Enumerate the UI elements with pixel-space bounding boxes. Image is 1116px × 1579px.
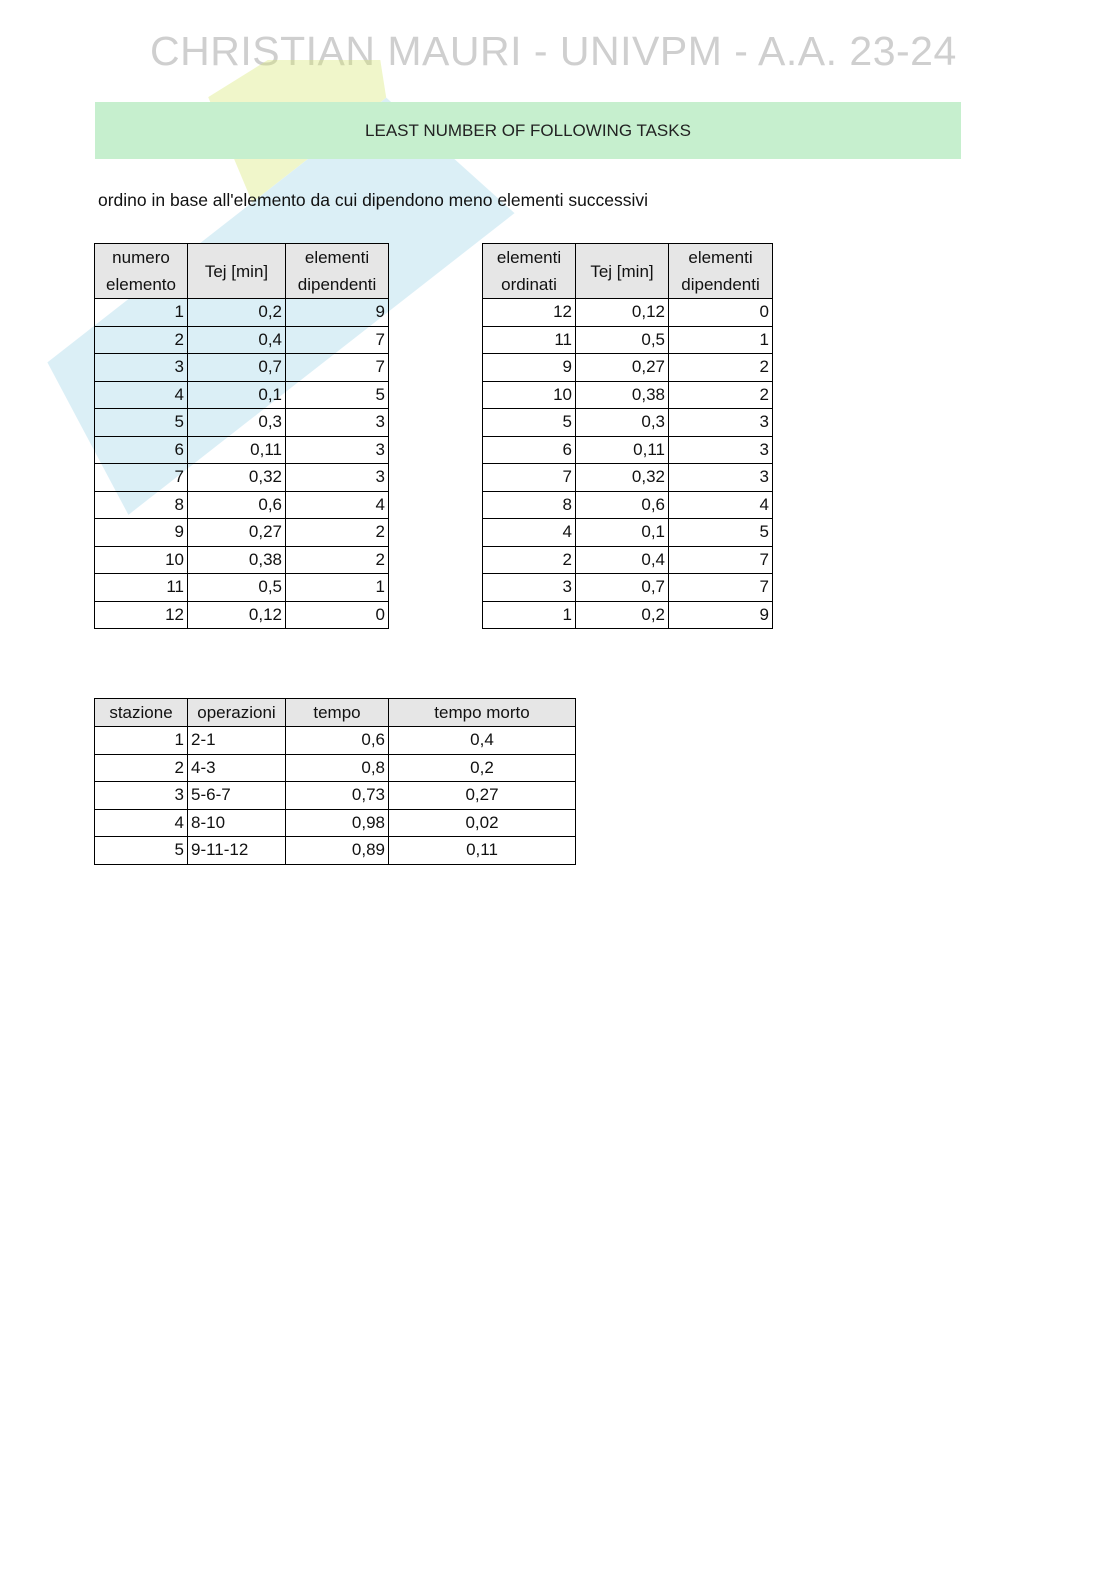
table-cell: 0,27 xyxy=(576,354,669,382)
table-cell: 1 xyxy=(669,326,773,354)
table-cell: 0,98 xyxy=(286,809,389,837)
table-cell: 0,2 xyxy=(576,601,669,629)
table-cell: 8-10 xyxy=(188,809,286,837)
table-cell: 2 xyxy=(286,519,389,547)
table-cell: 0,02 xyxy=(389,809,576,837)
table-cell: 0,6 xyxy=(576,491,669,519)
table-cell: 12 xyxy=(95,601,188,629)
table-row xyxy=(483,546,773,574)
table-cell: 9 xyxy=(286,299,389,327)
table-cell: 0,2 xyxy=(389,754,576,782)
table-row xyxy=(95,464,389,492)
table-cell: 0,5 xyxy=(188,574,286,602)
table-cell: 6 xyxy=(95,436,188,464)
table-row xyxy=(95,436,389,464)
column-header: elementi dipendenti xyxy=(669,244,773,299)
table-cell: 12 xyxy=(483,299,576,327)
table-cell: 9 xyxy=(669,601,773,629)
table-row xyxy=(483,519,773,547)
table-row xyxy=(95,754,576,782)
table-cell: 7 xyxy=(286,326,389,354)
table-row xyxy=(95,601,389,629)
table-cell: 3 xyxy=(95,354,188,382)
table-cell: 2 xyxy=(669,354,773,382)
table-cell: 2 xyxy=(483,546,576,574)
elements-table xyxy=(94,243,389,629)
table-row xyxy=(483,491,773,519)
table-cell: 0,73 xyxy=(286,782,389,810)
table-cell: 5 xyxy=(95,409,188,437)
table-cell: 0,27 xyxy=(188,519,286,547)
table-cell: 7 xyxy=(483,464,576,492)
table-cell: 4 xyxy=(669,491,773,519)
stations-table xyxy=(94,698,576,865)
table-cell: 0,7 xyxy=(188,354,286,382)
table-cell: 2 xyxy=(286,546,389,574)
table-cell: 0,6 xyxy=(188,491,286,519)
table-cell: 11 xyxy=(483,326,576,354)
table-cell: 0,11 xyxy=(389,837,576,865)
table-row xyxy=(483,601,773,629)
table-cell: 0,5 xyxy=(576,326,669,354)
table-cell: 1 xyxy=(286,574,389,602)
table-cell: 0,11 xyxy=(576,436,669,464)
column-header: tempo morto xyxy=(389,699,576,727)
table-row xyxy=(483,326,773,354)
table-row xyxy=(95,326,389,354)
table-cell: 0,3 xyxy=(576,409,669,437)
column-header: elementi ordinati xyxy=(483,244,576,299)
section-banner xyxy=(95,102,961,159)
table-cell: 5 xyxy=(286,381,389,409)
table-cell: 3 xyxy=(483,574,576,602)
table-row xyxy=(95,837,576,865)
table-cell: 0,32 xyxy=(576,464,669,492)
table-row xyxy=(95,809,576,837)
table-cell: 3 xyxy=(95,782,188,810)
table-row xyxy=(483,409,773,437)
table-cell: 0,4 xyxy=(576,546,669,574)
table-header-row xyxy=(483,244,773,299)
table-cell: 2-1 xyxy=(188,727,286,755)
table-cell: 0,12 xyxy=(576,299,669,327)
table-cell: 4 xyxy=(95,809,188,837)
table-cell: 1 xyxy=(95,299,188,327)
table-row xyxy=(95,782,576,810)
table-cell: 0,89 xyxy=(286,837,389,865)
table-row xyxy=(483,381,773,409)
table-cell: 0 xyxy=(286,601,389,629)
table-cell: 0,32 xyxy=(188,464,286,492)
table-row xyxy=(483,574,773,602)
table-row xyxy=(95,354,389,382)
table-cell: 0,38 xyxy=(188,546,286,574)
table-cell: 4 xyxy=(286,491,389,519)
table-cell: 8 xyxy=(483,491,576,519)
table-cell: 5 xyxy=(669,519,773,547)
table-cell: 3 xyxy=(286,409,389,437)
table-cell: 7 xyxy=(669,574,773,602)
table-cell: 8 xyxy=(95,491,188,519)
table-row xyxy=(483,354,773,382)
table-cell: 0,4 xyxy=(188,326,286,354)
ordered-elements-table xyxy=(482,243,773,629)
table-cell: 5-6-7 xyxy=(188,782,286,810)
page-header-title: CHRISTIAN MAURI - UNIVPM - A.A. 23-24 xyxy=(150,28,957,74)
table-cell: 4 xyxy=(483,519,576,547)
column-header: tempo xyxy=(286,699,389,727)
column-header: numero elemento xyxy=(95,244,188,299)
table-cell: 0,6 xyxy=(286,727,389,755)
table-cell: 2 xyxy=(95,754,188,782)
table-row xyxy=(95,546,389,574)
table-cell: 0,8 xyxy=(286,754,389,782)
table-cell: 2 xyxy=(669,381,773,409)
table-cell: 0,1 xyxy=(576,519,669,547)
table-cell: 0,7 xyxy=(576,574,669,602)
table-cell: 10 xyxy=(483,381,576,409)
table-cell: 11 xyxy=(95,574,188,602)
table-row xyxy=(95,727,576,755)
table-cell: 6 xyxy=(483,436,576,464)
table-row xyxy=(95,409,389,437)
table-row xyxy=(483,299,773,327)
table-cell: 0,12 xyxy=(188,601,286,629)
table-header-row xyxy=(95,699,576,727)
table-cell: 3 xyxy=(669,464,773,492)
table-cell: 3 xyxy=(669,436,773,464)
column-header: operazioni xyxy=(188,699,286,727)
table-cell: 9 xyxy=(483,354,576,382)
table-cell: 5 xyxy=(483,409,576,437)
table-cell: 0,1 xyxy=(188,381,286,409)
table-cell: 1 xyxy=(95,727,188,755)
table-cell: 1 xyxy=(483,601,576,629)
table-cell: 5 xyxy=(95,837,188,865)
table-cell: 0,27 xyxy=(389,782,576,810)
table-cell: 4 xyxy=(95,381,188,409)
table-row xyxy=(483,436,773,464)
table-cell: 7 xyxy=(95,464,188,492)
column-header: elementi dipendenti xyxy=(286,244,389,299)
table-cell: 0,38 xyxy=(576,381,669,409)
table-header-row xyxy=(95,244,389,299)
table-cell: 7 xyxy=(286,354,389,382)
column-header: Tej [min] xyxy=(576,244,669,299)
table-cell: 0,4 xyxy=(389,727,576,755)
table-cell: 3 xyxy=(286,464,389,492)
table-cell: 0 xyxy=(669,299,773,327)
table-row xyxy=(95,491,389,519)
table-cell: 7 xyxy=(669,546,773,574)
table-row xyxy=(483,464,773,492)
table-cell: 10 xyxy=(95,546,188,574)
table-cell: 2 xyxy=(95,326,188,354)
table-cell: 9-11-12 xyxy=(188,837,286,865)
table-row xyxy=(95,299,389,327)
table-row xyxy=(95,519,389,547)
section-banner-title: LEAST NUMBER OF FOLLOWING TASKS xyxy=(365,120,691,140)
table-cell: 0,3 xyxy=(188,409,286,437)
table-cell: 4-3 xyxy=(188,754,286,782)
table-row xyxy=(95,381,389,409)
column-header: Tej [min] xyxy=(188,244,286,299)
table-cell: 3 xyxy=(286,436,389,464)
column-header: stazione xyxy=(95,699,188,727)
table-cell: 9 xyxy=(95,519,188,547)
table-cell: 3 xyxy=(669,409,773,437)
intro-text: ordino in base all'elemento da cui dipendono meno elementi successivi xyxy=(98,190,649,210)
table-cell: 0,11 xyxy=(188,436,286,464)
table-cell: 0,2 xyxy=(188,299,286,327)
table-row xyxy=(95,574,389,602)
